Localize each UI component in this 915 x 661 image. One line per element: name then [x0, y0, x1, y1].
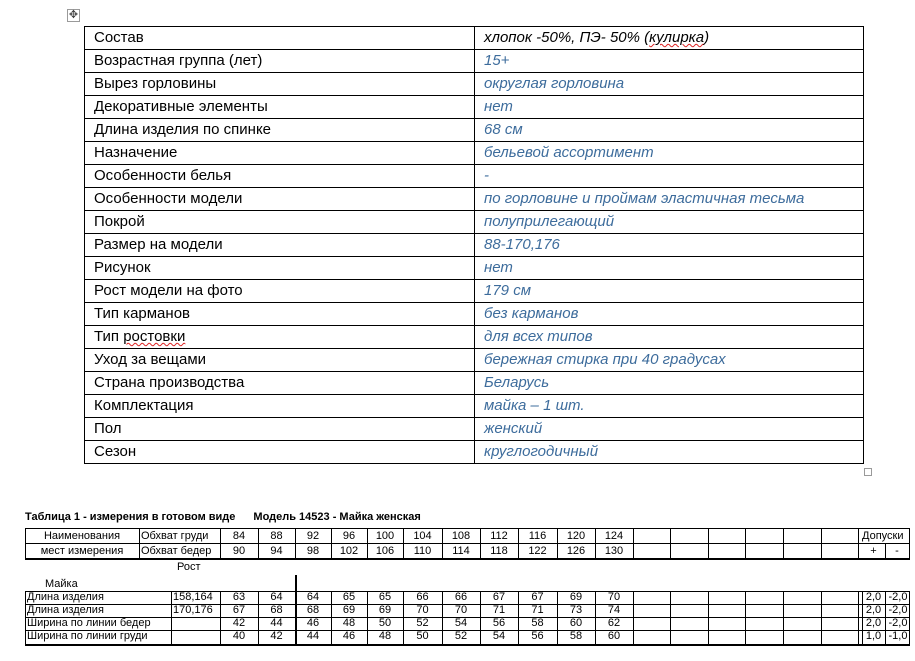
spec-row: [85, 418, 864, 441]
grid-line: [25, 644, 910, 646]
spec-key-misspelled-word: ростовки: [123, 328, 186, 345]
grid-line: [821, 528, 822, 558]
spec-value: нет: [475, 96, 864, 119]
measurement-value: 74: [607, 604, 621, 616]
item-label: Майка: [45, 578, 78, 590]
spec-key: Состав: [85, 27, 475, 50]
measurement-value: 71: [531, 604, 544, 616]
chest-size: 112: [490, 530, 508, 542]
table-resize-handle-icon[interactable]: [864, 468, 872, 476]
measurement-value: 50: [416, 630, 429, 642]
measurement-height: 170,176: [173, 604, 213, 616]
grid-line: [670, 591, 671, 644]
product-spec-table: [84, 26, 864, 464]
chest-size: 92: [306, 530, 320, 542]
chest-size: 120: [566, 530, 586, 542]
grid-line: [783, 528, 784, 558]
spec-row: [85, 372, 864, 395]
measurement-value: 58: [531, 617, 544, 629]
measurement-value: 67: [232, 604, 246, 616]
spec-key: Назначение: [85, 142, 475, 165]
grid-line: [633, 528, 634, 558]
spec-value: 179 см: [475, 280, 864, 303]
spec-value: без карманов: [475, 303, 864, 326]
measurement-value: 58: [569, 630, 583, 642]
tolerance-minus: -1,0: [888, 630, 908, 642]
spec-key: Декоративные элементы: [85, 96, 475, 119]
hip-size: 122: [528, 545, 547, 557]
measurements-title: [25, 511, 421, 523]
measurements-table: [25, 528, 910, 648]
measurement-value: 42: [270, 630, 283, 642]
label-hip-girth: Обхват бедер: [141, 545, 212, 557]
chest-size: 124: [604, 530, 624, 542]
grid-line: [708, 591, 709, 644]
spec-value: [475, 27, 864, 50]
spec-value: округлая горловина: [475, 73, 864, 96]
spec-row: [85, 73, 864, 96]
measurement-value: 60: [569, 617, 583, 629]
spec-row: [85, 303, 864, 326]
hip-size: 94: [270, 545, 283, 557]
measurement-name: Длина изделия: [27, 591, 104, 603]
grid-line: [858, 591, 859, 644]
spec-row: [85, 27, 864, 50]
measurements-table-caption: Таблица 1 - измерения в готовом виде: [25, 511, 236, 523]
spec-key: [85, 326, 475, 349]
spec-key: Комплектация: [85, 395, 475, 418]
header-name-line-1: Наименования: [43, 530, 121, 542]
measurement-value: 62: [607, 617, 621, 629]
hip-size: 130: [604, 545, 624, 557]
spec-row: [85, 50, 864, 73]
measurements-model-caption: Модель 14523 - Майка женская: [253, 511, 421, 523]
grid-line: [821, 591, 822, 644]
measurement-value: 69: [569, 591, 583, 603]
grid-line: [25, 543, 910, 544]
spec-key: Страна производства: [85, 372, 475, 395]
tolerance-minus: -2,0: [888, 617, 908, 629]
spec-value: 68 см: [475, 119, 864, 142]
spec-value: полуприлегающий: [475, 211, 864, 234]
table-move-handle-icon[interactable]: ✥: [68, 9, 79, 21]
measurement-value: 52: [454, 630, 468, 642]
tolerance-plus: 2,0: [865, 617, 882, 629]
spec-row: [85, 234, 864, 257]
spec-key: Покрой: [85, 211, 475, 234]
spec-value-text: ): [704, 29, 710, 46]
measurement-value: 46: [342, 630, 356, 642]
measurement-value: 67: [531, 591, 544, 603]
measurement-name: Ширина по линии груди: [27, 630, 148, 642]
grid-line: [25, 528, 910, 529]
hip-size: 110: [413, 545, 432, 557]
measurement-value: 66: [416, 591, 429, 603]
tolerance-plus: 1,0: [865, 630, 882, 642]
measurement-value: 60: [607, 630, 621, 642]
grid-line: [708, 528, 709, 558]
grid-line: [745, 591, 746, 644]
measurement-name: Длина изделия: [27, 604, 104, 616]
chest-size: 100: [375, 530, 395, 542]
spec-key: Размер на модели: [85, 234, 475, 257]
hip-size: 98: [306, 545, 320, 557]
measurement-value: 52: [416, 617, 429, 629]
spec-row: [85, 188, 864, 211]
measurement-value: 73: [569, 604, 583, 616]
spec-value: бережная стирка при 40 градусах: [475, 349, 864, 372]
spec-row: [85, 326, 864, 349]
measurement-value: 46: [306, 617, 320, 629]
hip-size: 102: [339, 545, 359, 557]
grid-line: [25, 558, 910, 560]
measurement-value: 54: [492, 630, 506, 642]
measurement-value: 68: [270, 604, 283, 616]
tolerance-minus-header: -: [895, 545, 899, 557]
spec-value: по горловине и проймам эластичная тесьма: [475, 188, 864, 211]
measurement-value: 63: [232, 591, 246, 603]
spec-value: круглогодичный: [475, 441, 864, 464]
label-chest-girth: Обхват груди: [141, 530, 209, 542]
spec-value: нет: [475, 257, 864, 280]
spec-row: [85, 257, 864, 280]
measurement-value: 67: [492, 591, 506, 603]
measurement-value: 44: [270, 617, 283, 629]
chest-size: 116: [528, 530, 547, 542]
grid-line: [745, 528, 746, 558]
spec-key: Особенности модели: [85, 188, 475, 211]
spec-key: Рисунок: [85, 257, 475, 280]
spec-key: Тип карманов: [85, 303, 475, 326]
header-name-line-2: мест измерения: [40, 545, 124, 557]
spec-value: майка – 1 шт.: [475, 395, 864, 418]
chest-size: 104: [413, 530, 432, 542]
tolerance-plus: 2,0: [865, 591, 882, 603]
measurement-value: 44: [306, 630, 320, 642]
spec-value: 88-170,176: [475, 234, 864, 257]
grid-line: [633, 591, 634, 644]
tolerance-plus-header: +: [870, 545, 877, 557]
hip-size: 106: [375, 545, 395, 557]
spec-row: [85, 280, 864, 303]
tolerance-header: Допуски: [862, 530, 904, 542]
measurement-value: 70: [416, 604, 429, 616]
grid-line: [858, 528, 859, 558]
grid-line: [25, 591, 26, 644]
measurement-value: 65: [342, 591, 356, 603]
spec-key: Длина изделия по спинке: [85, 119, 475, 142]
measurement-value: 70: [454, 604, 468, 616]
measurement-value: 70: [607, 591, 621, 603]
spec-value: 15+: [475, 50, 864, 73]
spec-key: Вырез горловины: [85, 73, 475, 96]
spec-key: Особенности белья: [85, 165, 475, 188]
spec-value-text: хлопок -50%, ПЭ- 50% (: [484, 29, 650, 46]
spec-value-misspelled-word: кулирка: [649, 29, 705, 46]
spec-key: Уход за вещами: [85, 349, 475, 372]
spec-key: Пол: [85, 418, 475, 441]
spec-row: [85, 441, 864, 464]
grid-line: [783, 591, 784, 644]
grid-line: [171, 591, 172, 644]
measurement-value: 68: [306, 604, 320, 616]
hip-size: 118: [490, 545, 508, 557]
hip-size: 126: [566, 545, 586, 557]
spec-row: [85, 349, 864, 372]
spec-row: [85, 142, 864, 165]
spec-value: женский: [475, 418, 864, 441]
tolerance-minus: -2,0: [888, 604, 908, 616]
grid-line: [670, 528, 671, 558]
spec-key: Сезон: [85, 441, 475, 464]
measurement-value: 69: [378, 604, 392, 616]
spec-row: [85, 119, 864, 142]
grid-line: [25, 528, 26, 558]
measurement-value: 64: [270, 591, 283, 603]
measurement-value: 48: [378, 630, 392, 642]
measurement-value: 42: [232, 617, 246, 629]
hip-size: 114: [452, 545, 470, 557]
chest-size: 108: [451, 530, 471, 542]
grid-line: [139, 528, 140, 558]
spec-value: Беларусь: [475, 372, 864, 395]
spec-value: для всех типов: [475, 326, 864, 349]
measurement-name: Ширина по линии бедер: [27, 617, 151, 629]
measurement-value: 69: [342, 604, 356, 616]
spec-key: Возрастная группа (лет): [85, 50, 475, 73]
measurement-value: 64: [306, 591, 320, 603]
height-label: Рост: [177, 561, 201, 573]
hip-size: 90: [232, 545, 246, 557]
spec-key: Рост модели на фото: [85, 280, 475, 303]
spec-row: [85, 165, 864, 188]
measurement-value: 56: [531, 630, 544, 642]
spec-row: [85, 96, 864, 119]
chest-size: 96: [342, 530, 356, 542]
measurement-value: 40: [232, 630, 246, 642]
measurement-value: 50: [378, 617, 392, 629]
measurement-value: 65: [378, 591, 392, 603]
spec-value: -: [475, 165, 864, 188]
spec-row: [85, 211, 864, 234]
spec-value: бельевой ассортимент: [475, 142, 864, 165]
measurement-height: 158,164: [173, 591, 213, 603]
measurement-value: 66: [454, 591, 468, 603]
measurement-value: 56: [492, 617, 506, 629]
tolerance-plus: 2,0: [865, 604, 882, 616]
measurement-value: 48: [342, 617, 356, 629]
chest-size: 84: [232, 530, 246, 542]
spec-key-text: Тип: [94, 328, 124, 345]
tolerance-minus: -2,0: [888, 591, 908, 603]
chest-size: 88: [270, 530, 283, 542]
spec-row: [85, 395, 864, 418]
measurement-value: 54: [454, 617, 468, 629]
measurement-value: 71: [492, 604, 506, 616]
